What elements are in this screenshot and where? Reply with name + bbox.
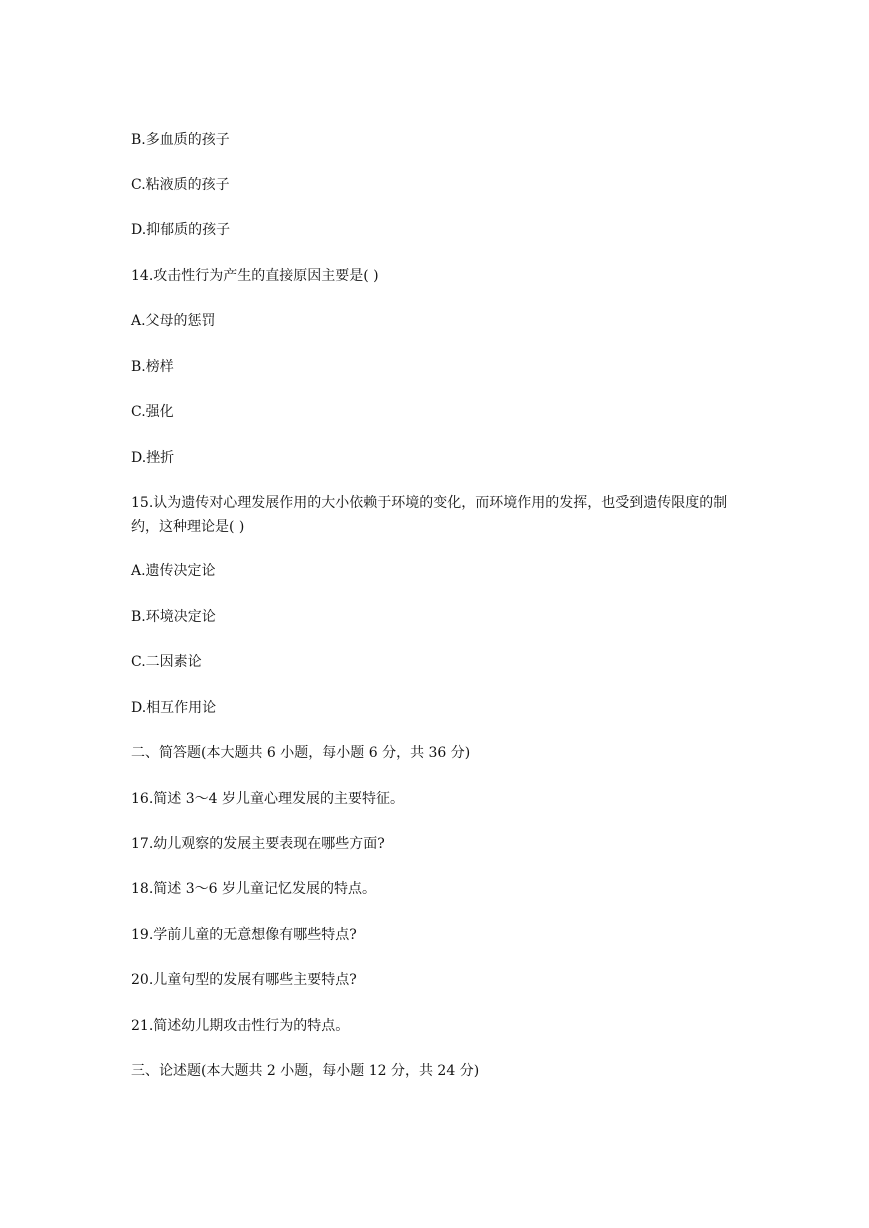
question-16: 16.简述 3～4 岁儿童心理发展的主要特征。 xyxy=(131,791,404,807)
question-19: 19.学前儿童的无意想像有哪些特点? xyxy=(131,927,357,943)
question-15: 15.认为遗传对心理发展作用的大小依赖于环境的变化，而环境作用的发挥，也受到遗传限度的制约，这种理论是( ) xyxy=(131,495,728,535)
question-14: 14.攻击性行为产生的直接原因主要是( ) xyxy=(131,268,379,284)
option-13d: D.抑郁质的孩子 xyxy=(131,222,231,238)
section-heading-essay: 三、论述题(本大题共 2 小题，每小题 12 分，共 24 分) xyxy=(131,1063,480,1079)
question-21: 21.简述幼儿期攻击性行为的特点。 xyxy=(131,1018,350,1034)
option-14c: C.强化 xyxy=(131,404,174,420)
option-13b: B.多血质的孩子 xyxy=(131,132,230,148)
option-15a: A.遗传决定论 xyxy=(131,563,216,579)
section-heading-short-answer: 二、简答题(本大题共 6 小题，每小题 6 分，共 36 分) xyxy=(131,745,471,761)
option-15b: B.环境决定论 xyxy=(131,609,216,625)
question-20: 20.儿童句型的发展有哪些主要特点? xyxy=(131,972,357,988)
option-14b: B.榜样 xyxy=(131,359,174,375)
option-14d: D.挫折 xyxy=(131,450,175,466)
option-15c: C.二因素论 xyxy=(131,654,202,670)
option-13c: C.粘液质的孩子 xyxy=(131,177,230,193)
question-18: 18.简述 3～6 岁儿童记忆发展的特点。 xyxy=(131,881,376,897)
option-15d: D.相互作用论 xyxy=(131,700,217,716)
question-17: 17.幼儿观察的发展主要表现在哪些方面? xyxy=(131,836,385,852)
option-14a: A.父母的惩罚 xyxy=(131,313,216,329)
